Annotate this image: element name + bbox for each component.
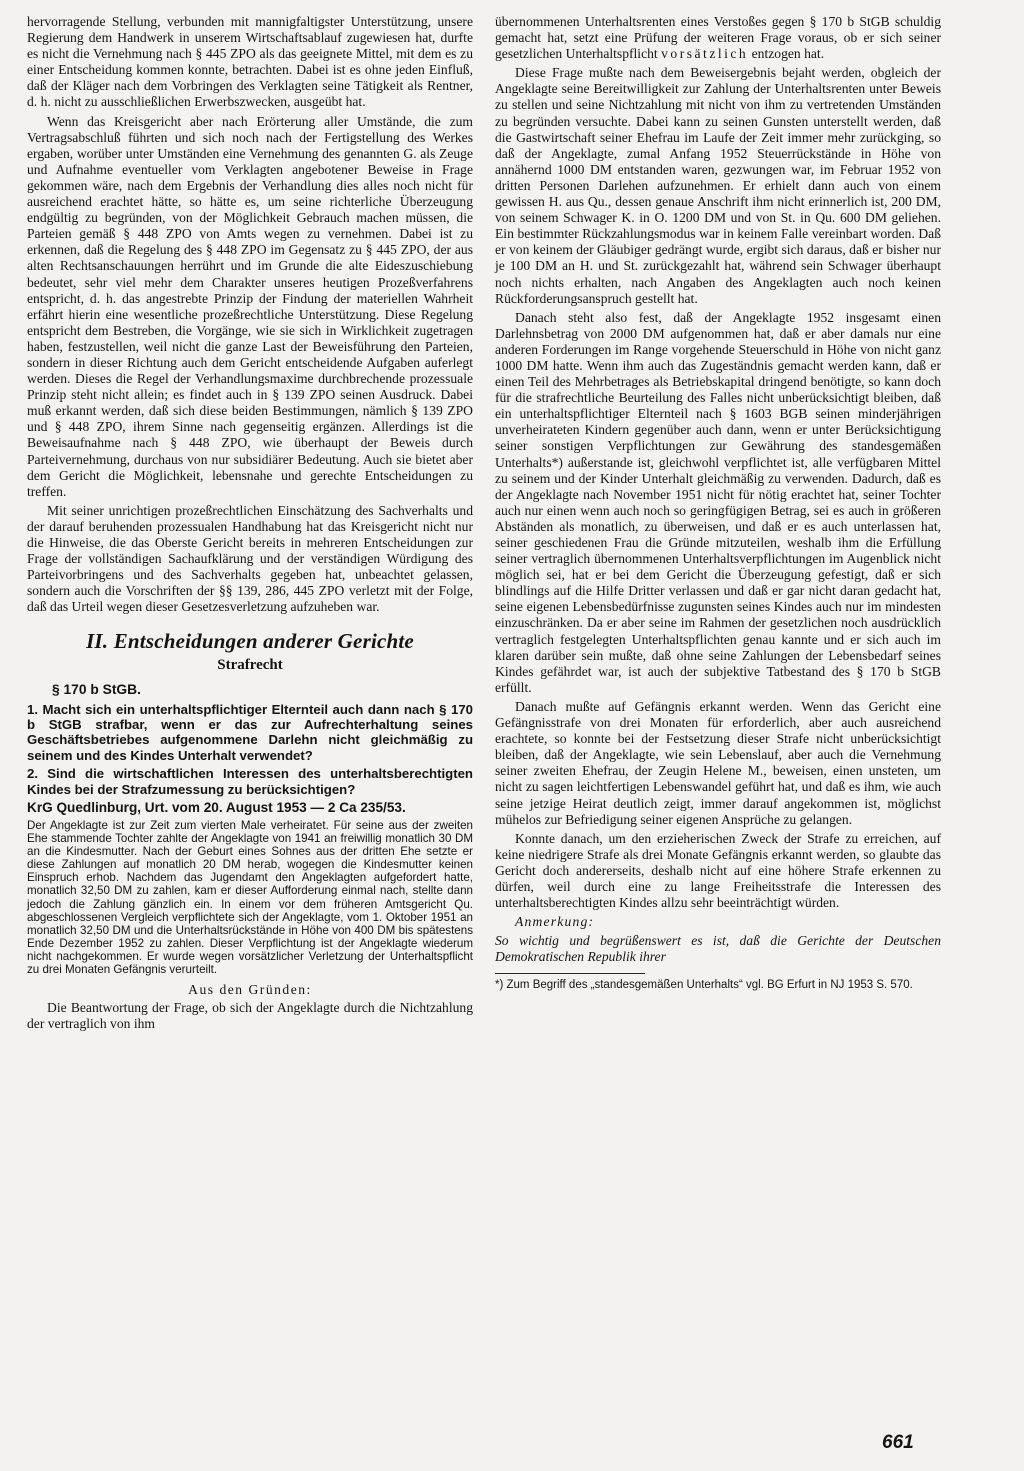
page-number: 661 bbox=[882, 1432, 914, 1453]
body-paragraph: Die Beantwortung der Frage, ob sich der Angeklagte durch die Nichtzahlung der vertraglich von ihm bbox=[27, 1000, 473, 1032]
emphasized-word: vorsätzlich bbox=[661, 46, 749, 62]
left-column bbox=[27, 14, 473, 1032]
text-run: entzogen hat. bbox=[751, 46, 825, 62]
text-run: übernommenen Unterhaltsrenten eines Verstoßes gegen § 170 b StGB schuldig gemacht hat, setzt eine Prüfung der weiteren Frage voraus, ob er sich seiner gesetzlichen Unterhaltspflicht bbox=[495, 14, 941, 62]
annotation-label: Anmerkung: bbox=[515, 914, 595, 930]
section-heading: II. Entscheidungen anderer Gerichte bbox=[86, 629, 414, 654]
right-column bbox=[495, 14, 941, 993]
footnote-divider bbox=[495, 973, 645, 974]
body-paragraph: Wenn das Kreisgericht aber nach Erörterung aller Umstände, die zum Vertragsabschluß führten und sich noch nach der Fertigstellung des Werkes ergaben, worüber unter Umständen eine Vernehmung des genannten G. als Zeuge und Aufnahme eventueller vom Verklagten angebotener Beweise in Frage gekommen wäre, nach dem Ergebnis der Verhandlung dies alles noch nicht für ausreichend erachtet hätte, so hätte es, um seine richterliche Überzeugung endgültig zu begründen, von der Möglichkeit Gebrauch machen müssen, die Parteien gemäß § 448 ZPO von Amts wegen zu vernehmen. Dabei ist zu erkennen, daß die Regelung des § 448 ZPO im Gegensatz zu § 445 ZPO, der aus alten Rechtsanschauungen herrührt und im Grunde die alte Eideszuschiebung bedeutet, sehr viel mehr dem Charakter unseres heutigen Prozeßverfahrens entspricht, d. h. das angestrebte Prinzip der Findung der materiellen Wahrheit erfährt hierin eine wesentliche prozeßrechtliche Unterstützung. Diese Regelung entspricht dem Bestreben, die Vorgänge, wie sie sich in Wirklichkeit zugetragen haben, festzustellen, weil nicht die ganze Last der Beweisführung den Parteien, sondern in dieser Richtung auch dem Gericht entscheidende Aufgaben auferlegt werden. Dieses die Regel der Verhandlungsmaxime durchbrechende prozessuale Prinzip steht nicht allein; es findet auch in § 139 ZPO seinen Ausdruck. Dabei muß erkannt werden, daß sich diese beiden Bestimmungen, nämlich § 139 ZPO und § 448 ZPO, ihrem Sinne nach gegenseitig ergänzen. Allerdings ist die Beweisaufnahme nach § 448 ZPO, wie überhaupt der Beweis durch Parteivernehmung, durchaus von nur subsidiärer Bedeutung. Auch sie bietet aber dem Gericht die Möglichkeit, lebensnahe und gerechte Entscheidungen zu treffen. bbox=[27, 113, 473, 499]
section-subheading: Strafrecht bbox=[217, 657, 283, 674]
body-paragraph bbox=[495, 14, 941, 62]
body-paragraph: hervorragende Stellung, verbunden mit mannigfaltigster Unterstützung, unsere Regierung dem Handwerk in unserem Wirtschaftsablauf zugewiesen hat, durfte es nicht die Vernehmung nach § 445 ZPO als das geeignete Mittel, mit dem es zu einer Entscheidung kommen konnte, betrachten. Dabei ist es ohne jeden Einfluß, daß der Kläger nach dem Vorbringen des Verklagten seine Tätigkeit als Rentner, d. h. nicht zu ausschließlichen Erwerbszwecken, ausgeübt hat. bbox=[27, 14, 473, 110]
footnote: *) Zum Begriff des „standesgemäßen Unterhalts“ vgl. BG Erfurt in NJ 1953 S. 570. bbox=[495, 979, 913, 992]
law-reference: § 170 b StGB. bbox=[52, 682, 141, 698]
case-reference: KrG Quedlinburg, Urt. vom 20. August 1953 — 2 Ca 235/53. bbox=[27, 800, 406, 815]
annotation-text: So wichtig und begrüßenswert es ist, daß die Gerichte der Deutschen Demokratischen Republik ihrer bbox=[495, 933, 941, 965]
body-paragraph: Diese Frage mußte nach dem Beweisergebnis bejaht werden, obgleich der Angeklagte seine Bereitwilligkeit zur Zahlung der Unterhaltsrenten unter Beweis zu stellen und seine Nichtzahlung mit nicht von ihm zu vertretenden Umständen zu begründen versuchte. Dabei kann zu seinen Gunsten unterstellt werden, daß die Gastwirtschaft seiner Ehefrau im Laufe der Zeit immer mehr zurückging, so daß der Angeklagte, zumal Anfang 1952 Steuerrückstände in Höhe von annähernd 1000 DM entstanden waren, gezwungen war, im Februar 1952 von dritten Personen Darlehen aufzunehmen. Er erhielt dann auch von einem gewissen H. aus Qu., dessen genaue Anschrift ihm nicht erinnerlich ist, 200 DM, von seinem Schwager K. in O. 1200 DM und von St. in Qu. 600 DM geliehen. Ein bestimmter Rückzahlungsmodus war in keinem Falle vereinbart worden. Daß er von keinem der Gläubiger gedrängt wurde, ergibt sich daraus, daß er bisher nur je 100 DM an H. und St. zurückgezahlt hat, während sein Schwager überhaupt noch nichts erhalten, nach Angaben des Angeklagten auch noch keinen Rückforderungsanspruch gestellt hat. bbox=[495, 65, 941, 306]
grounds-heading: Aus den Gründen: bbox=[188, 982, 312, 998]
body-paragraph: Konnte danach, um den erzieherischen Zweck der Strafe zu erreichen, auf keine niedrigere Strafe als drei Monate Gefängnis erkannt werden, so glaubte das Gericht doch andererseits, deshalb nicht auf eine höhere Strafe erkennen zu dürfen, weil durch eine zu lange Freiheitsstrafe die Interessen des unterhaltsberechtigten Kindes allzu sehr beeinträchtigt würden. bbox=[495, 830, 941, 911]
headnote-question: 2. Sind die wirtschaftlichen Interessen des unterhaltsberechtigten Kindes bei der Strafzumessung zu berücksichtigen? bbox=[27, 766, 473, 797]
body-paragraph: Danach steht also fest, daß der Angeklagte 1952 insgesamt einen Darlehnsbetrag von 2000 DM aufgenommen hat, daß er aber damals nur eine anderen Forderungen im Range vorgehende Steuerschuld in Höhe von nicht ganz 1000 DM hatte. Wenn ihm auch das Zugeständnis gemacht werden kann, daß er einen Teil des Mehrbetrages als Betriebskapital dringend benötigte, so kann doch für die strafrechtliche Beurteilung des Falles nicht unberücksichtigt bleiben, daß ein unterhaltspflichtiger Elternteil nach § 1603 BGB seinen minderjährigen unverheirateten Kindern gegenüber auch dann, wenn er unter Berücksichtigung seiner sonstigen Verpflichtungen zur Gewährung des standesgemäßen Unterhalts*) außerstande ist, gleichwohl verpflichtet ist, alle verfügbaren Mittel zu seinem und der Kinder Unterhalt gleichmäßig zu verwenden. Dadurch, daß es der Angeklagte nach November 1951 nicht für nötig erachtet hat, seiner Tochter auch nur einen wenn auch noch so geringfügigen Betrag, sei es auch in größeren Abständen als monatlich, zu überweisen, und daß er es auch unterlassen hat, seiner geschiedenen Frau die Gründe mitzuteilen, weshalb ihm die Erfüllung seiner vertraglich übernommenen Unterhaltsverpflichtungen im Augenblick nicht möglich sei, hat er bei dem Gericht die Überzeugung gefestigt, daß er sich blindlings auf die Hilfe Dritter verlassen und daß er gar nicht daran gedacht hat, seine eigenen Lebensbedürfnisse zugunsten seines Kindes auch nur im mindesten einzuschränken. Da er aber seine im Rahmen der gesetzlichen noch ausdrücklich vertraglich festgelegten Unterhaltspflichten genau kannte und er sich auch im klaren darüber sein mußte, daß ohne seine Zahlungen der Lebensbedarf seines Kindes gefährdet war, ist auch der subjektive Tatbestand des § 170 b StGB erfüllt. bbox=[495, 309, 941, 695]
case-facts: Der Angeklagte ist zur Zeit zum vierten Male verheiratet. Für seine aus der zweiten Ehe stammende Tochter zahlte der Angeklagte von 1941 an freiwillig monatlich 30 DM an die Kindesmutter. Nach der Geburt eines Sohnes aus der dritten Ehe setzte er diese Zahlungen auf monatlich 20 DM herab, wogegen die Kindesmutter keinen Einspruch erhob. Nachdem das Jugendamt den Angeklagten aufgefordert hatte, monatlich 32,50 DM zu zahlen, kam er dieser Aufforderung einmal nach, stellte dann jedoch die Zahlung gänzlich ein. In einem vor dem früheren Amtsgericht Qu. abgeschlossenen Vergleich verpflichtete sich der Angeklagte, vom 1. Oktober 1951 an monatlich 32,50 DM und die Unterhaltsrückstände in Höhe von 400 DM bis spätestens Ende Dezember 1952 zu zahlen. Dieser Verpflichtung ist der Angeklagte wiederum nicht nachgekommen. Er wurde wegen vorsätzlicher Verletzung der Unterhaltspflicht zu drei Monaten Gefängnis verurteilt. bbox=[27, 819, 473, 977]
body-paragraph: Danach mußte auf Gefängnis erkannt werden. Wenn das Gericht eine Gefängnisstrafe von drei Monaten für erforderlich, aber auch ausreichend erachtete, so konnte bei der Festsetzung dieser Strafe nicht unberücksichtigt bleiben, daß der Angeklagte, wie sein Lebenslauf, aber auch die Vernehmung seiner zweiten Ehefrau, der Zeugin Helene M., beweisen, einen unsteten, um nicht zu sagen leichtfertigen Lebenswandel geführt hat, und daß es ihm, wie auch seine jetzige Heirat deutlich zeigt, immer darauf angekommen ist, möglichst mühelos zur Befriedigung seiner eigenen Ansprüche zu gelangen. bbox=[495, 698, 941, 827]
body-paragraph: Mit seiner unrichtigen prozeßrechtlichen Einschätzung des Sachverhalts und der darauf beruhenden prozessualen Handhabung hat das Kreisgericht nicht nur die Hinweise, die das Oberste Gericht bereits in mehreren Entscheidungen zur Frage der vollständigen Sachaufklärung und der verständigen Würdigung des Parteivorbringens und des Sachverhalts gegeben hat, unbeachtet gelassen, sondern auch die Vorschriften der §§ 139, 286, 445 ZPO verletzt mit der Folge, daß das Urteil wegen dieser Gesetzesverletzung aufzuheben war. bbox=[27, 502, 473, 615]
headnote-question: 1. Macht sich ein unterhaltspflichtiger Elternteil auch dann nach § 170 b StGB strafbar, wenn er das zur Aufrechterhaltung seines Geschäftsbetriebes aufgenommene Darlehn nicht gleichmäßig zu seinem und des Kindes Unterhalt verwendet? bbox=[27, 701, 473, 763]
